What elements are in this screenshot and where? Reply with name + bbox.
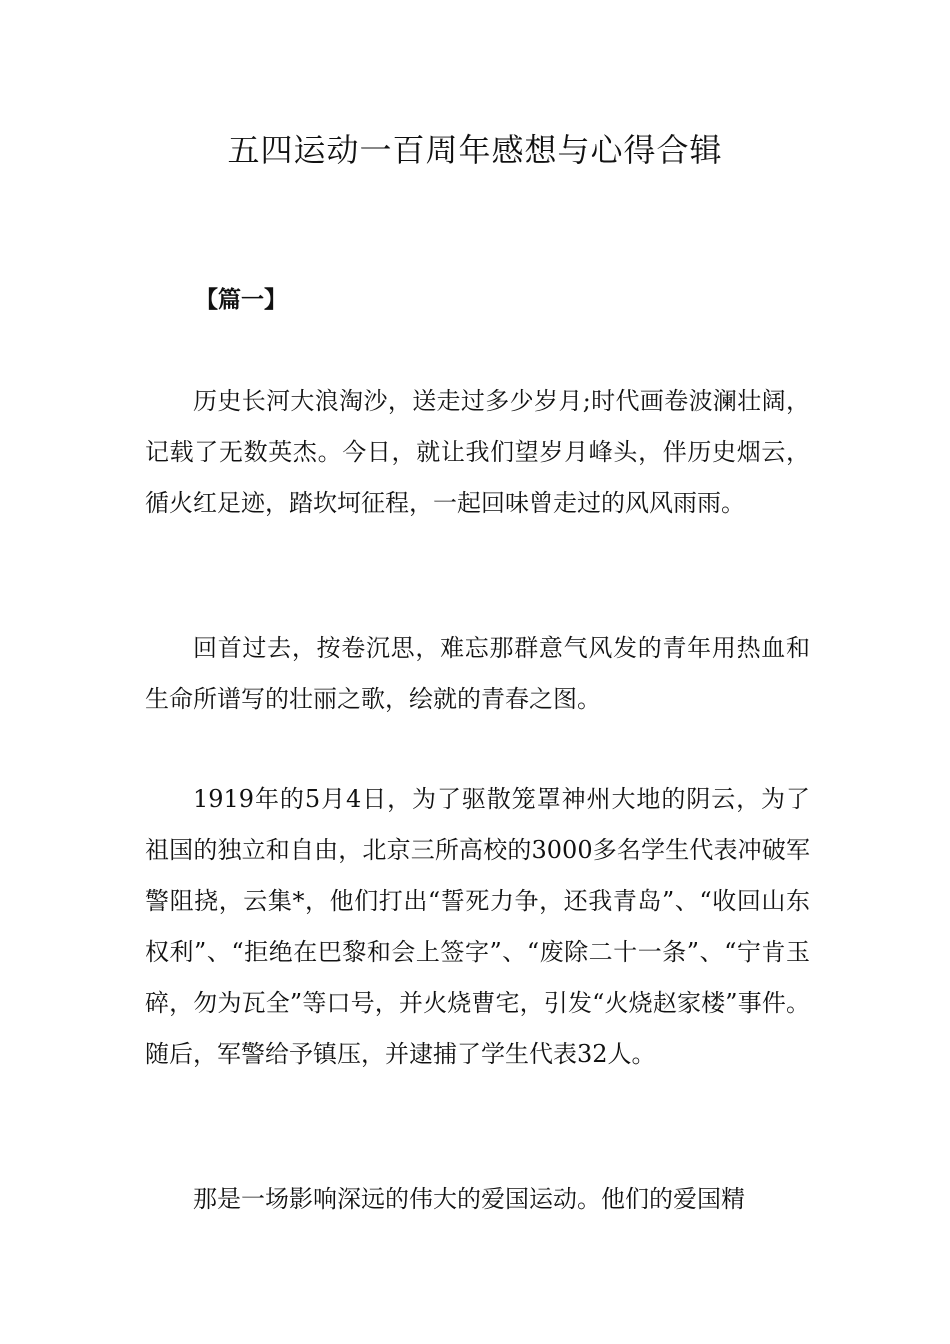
paragraph-3: 1919年的5月4日，为了驱散笼罩神州大地的阴云，为了祖国的独立和自由，北京三所高校的3000多名学生代表冲破军警阻挠，云集*，他们打出“誓死力争，还我青岛”、“收回山东权利”、“拒绝在巴黎和会上签字”、“废除二十一条”、“宁肯玉碎，勿为瓦全”等口号，并火烧曹宅，引发“火烧赵家楼”事件。随后，军警给予镇压，并逮捕了学生代表32人。 — [145, 785, 810, 1068]
section-label: 【篇一】 — [195, 286, 287, 313]
paragraph-1: 历史长河大浪淘沙，送走过多少岁月;时代画卷波澜壮阔，记载了无数英杰。今日，就让我们望岁月峰头，伴历史烟云，循火红足迹，踏坎坷征程，一起回味曾走过的风风雨雨。 — [145, 387, 810, 517]
paragraph-4: 那是一场影响深远的伟大的爱国运动。他们的爱国精 — [193, 1185, 745, 1213]
paragraph-2: 回首过去，按卷沉思，难忘那群意气风发的青年用热血和生命所谱写的壮丽之歌，绘就的青春之图。 — [145, 634, 810, 713]
document-title: 五四运动一百周年感想与心得合辑 — [227, 131, 723, 169]
